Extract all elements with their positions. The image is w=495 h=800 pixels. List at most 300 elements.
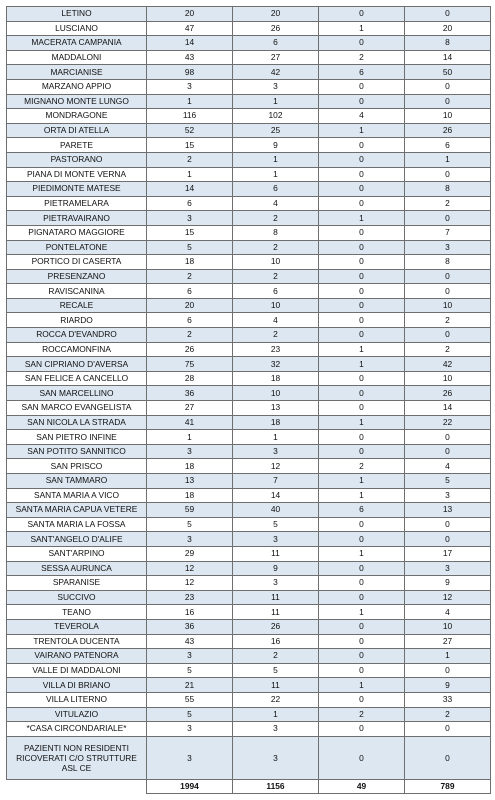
value-cell: 15 [147,138,233,153]
value-cell: 29 [147,546,233,561]
municipality-name-cell: SAN NICOLA LA STRADA [7,415,147,430]
value-cell: 0 [319,371,405,386]
value-cell: 5 [147,707,233,722]
table-row [7,415,491,430]
value-cell: 0 [319,167,405,182]
value-cell: 2 [233,211,319,226]
value-cell: 3 [233,576,319,591]
value-cell: 0 [319,692,405,707]
table-row [7,167,491,182]
value-cell: 9 [405,576,491,591]
value-cell: 4 [405,459,491,474]
value-cell: 0 [319,663,405,678]
table-row [7,240,491,255]
table-row [7,357,491,372]
value-cell: 0 [319,590,405,605]
table-row [7,182,491,197]
value-cell: 18 [147,459,233,474]
value-cell: 6 [233,182,319,197]
value-cell: 6 [405,138,491,153]
municipality-name-cell: PIEDIMONTE MATESE [7,182,147,197]
municipality-name-cell: SAN TAMMARO [7,474,147,489]
municipality-name-cell: MARCIANISE [7,65,147,80]
value-cell: 8 [405,182,491,197]
municipality-name-cell: SESSA AURUNCA [7,561,147,576]
value-cell: 8 [405,255,491,270]
value-cell: 3 [147,211,233,226]
table-row [7,94,491,109]
municipality-name-cell: MIGNANO MONTE LUNGO [7,94,147,109]
value-cell: 3 [233,79,319,94]
table-row [7,532,491,547]
municipality-name-cell: RIARDO [7,313,147,328]
value-cell: 1 [319,123,405,138]
table-row [7,692,491,707]
value-cell: 12 [233,459,319,474]
value-cell: 0 [405,269,491,284]
table-row [7,371,491,386]
value-cell: 16 [147,605,233,620]
value-cell: 28 [147,371,233,386]
value-cell: 1 [319,546,405,561]
municipality-name-cell: PONTELATONE [7,240,147,255]
municipality-name-cell: SAN MARCO EVANGELISTA [7,401,147,416]
value-cell: 0 [405,722,491,737]
value-cell: 5 [147,240,233,255]
value-cell: 1 [405,649,491,664]
municipality-name-cell: *CASA CIRCONDARIALE* [7,722,147,737]
value-cell: 11 [233,590,319,605]
value-cell: 1 [319,678,405,693]
value-cell: 10 [405,619,491,634]
municipality-name-cell: ROCCAMONFINA [7,342,147,357]
value-cell: 2 [233,240,319,255]
value-cell: 3 [233,532,319,547]
table-row [7,313,491,328]
table-row [7,225,491,240]
value-cell: 10 [233,386,319,401]
value-cell: 1 [147,94,233,109]
value-cell: 18 [147,255,233,270]
value-cell: 0 [319,649,405,664]
value-cell: 7 [233,474,319,489]
municipality-name-cell: TEVEROLA [7,619,147,634]
table-row [7,590,491,605]
totals-label-cell [7,779,147,793]
municipality-name-cell: SANT'ARPINO [7,546,147,561]
value-cell: 12 [405,590,491,605]
table-row [7,634,491,649]
value-cell: 0 [319,736,405,779]
table-row [7,255,491,270]
value-cell: 3 [405,240,491,255]
value-cell: 20 [233,7,319,22]
municipality-name-cell: RAVISCANINA [7,284,147,299]
value-cell: 26 [147,342,233,357]
value-cell: 9 [233,138,319,153]
table-row [7,736,491,779]
value-cell: 20 [405,21,491,36]
table-row [7,546,491,561]
value-cell: 59 [147,503,233,518]
value-cell: 14 [405,401,491,416]
municipality-name-cell: VILLA LITERNO [7,692,147,707]
value-cell: 5 [147,517,233,532]
value-cell: 27 [233,50,319,65]
value-cell: 22 [405,415,491,430]
value-cell: 26 [405,386,491,401]
value-cell: 6 [233,36,319,51]
value-cell: 1 [147,430,233,445]
table-row [7,65,491,80]
totals-row [7,779,491,793]
value-cell: 0 [319,94,405,109]
value-cell: 3 [147,532,233,547]
value-cell: 14 [147,36,233,51]
table-row [7,605,491,620]
municipality-name-cell: VILLA DI BRIANO [7,678,147,693]
table-row [7,50,491,65]
value-cell: 0 [319,401,405,416]
value-cell: 26 [233,619,319,634]
value-cell: 8 [233,225,319,240]
municipality-name-cell: PARETE [7,138,147,153]
value-cell: 0 [405,532,491,547]
total-cell: 1156 [233,779,319,793]
value-cell: 26 [233,21,319,36]
value-cell: 10 [405,371,491,386]
municipality-name-cell: ORTA DI ATELLA [7,123,147,138]
value-cell: 0 [319,430,405,445]
value-cell: 9 [405,678,491,693]
value-cell: 0 [319,225,405,240]
table-row [7,298,491,313]
value-cell: 10 [405,298,491,313]
municipality-name-cell: PIGNATARO MAGGIORE [7,225,147,240]
value-cell: 0 [319,634,405,649]
value-cell: 0 [319,532,405,547]
value-cell: 2 [233,328,319,343]
value-cell: 26 [405,123,491,138]
value-cell: 13 [233,401,319,416]
value-cell: 4 [319,109,405,124]
value-cell: 1 [233,707,319,722]
value-cell: 13 [405,503,491,518]
municipality-name-cell: MACERATA CAMPANIA [7,36,147,51]
data-table-container [6,6,490,794]
value-cell: 1 [319,211,405,226]
municipality-name-cell: SPARANISE [7,576,147,591]
value-cell: 1 [319,357,405,372]
value-cell: 22 [233,692,319,707]
value-cell: 2 [233,649,319,664]
value-cell: 5 [233,517,319,532]
value-cell: 0 [405,663,491,678]
value-cell: 2 [405,196,491,211]
value-cell: 2 [233,269,319,284]
value-cell: 3 [233,736,319,779]
value-cell: 1 [233,167,319,182]
value-cell: 11 [233,678,319,693]
value-cell: 2 [319,459,405,474]
municipality-table [6,6,491,794]
table-body [7,7,491,780]
value-cell: 18 [233,415,319,430]
table-row [7,138,491,153]
municipality-name-cell: SAN CIPRIANO D'AVERSA [7,357,147,372]
value-cell: 42 [233,65,319,80]
value-cell: 2 [147,269,233,284]
municipality-name-cell: MARZANO APPIO [7,79,147,94]
value-cell: 0 [319,152,405,167]
value-cell: 43 [147,50,233,65]
value-cell: 0 [319,619,405,634]
value-cell: 17 [405,546,491,561]
value-cell: 4 [233,313,319,328]
value-cell: 5 [233,663,319,678]
table-row [7,328,491,343]
value-cell: 20 [147,7,233,22]
municipality-name-cell: PIANA DI MONTE VERNA [7,167,147,182]
value-cell: 2 [405,313,491,328]
value-cell: 1 [319,342,405,357]
value-cell: 14 [405,50,491,65]
table-row [7,269,491,284]
table-row [7,503,491,518]
value-cell: 6 [147,284,233,299]
value-cell: 6 [147,196,233,211]
value-cell: 1 [319,474,405,489]
value-cell: 0 [405,284,491,299]
value-cell: 36 [147,386,233,401]
municipality-name-cell: LUSCIANO [7,21,147,36]
value-cell: 1 [319,605,405,620]
value-cell: 9 [233,561,319,576]
value-cell: 0 [405,7,491,22]
table-row [7,196,491,211]
value-cell: 10 [405,109,491,124]
value-cell: 0 [405,444,491,459]
value-cell: 6 [319,503,405,518]
value-cell: 23 [147,590,233,605]
table-row [7,386,491,401]
value-cell: 0 [405,79,491,94]
municipality-name-cell: VAIRANO PATENORA [7,649,147,664]
value-cell: 0 [319,517,405,532]
value-cell: 0 [319,7,405,22]
value-cell: 0 [405,736,491,779]
value-cell: 3 [233,722,319,737]
municipality-name-cell: SAN MARCELLINO [7,386,147,401]
value-cell: 3 [405,488,491,503]
value-cell: 0 [319,79,405,94]
table-row [7,152,491,167]
total-cell: 1994 [147,779,233,793]
municipality-name-cell: SUCCIVO [7,590,147,605]
value-cell: 7 [405,225,491,240]
value-cell: 32 [233,357,319,372]
value-cell: 1 [147,167,233,182]
value-cell: 20 [147,298,233,313]
value-cell: 36 [147,619,233,634]
value-cell: 1 [233,430,319,445]
municipality-name-cell: SAN PRISCO [7,459,147,474]
total-cell: 789 [405,779,491,793]
value-cell: 2 [405,707,491,722]
municipality-name-cell: SAN PIETRO INFINE [7,430,147,445]
municipality-name-cell: SAN FELICE A CANCELLO [7,371,147,386]
value-cell: 10 [233,255,319,270]
value-cell: 14 [147,182,233,197]
value-cell: 3 [147,79,233,94]
value-cell: 102 [233,109,319,124]
municipality-name-cell: VITULAZIO [7,707,147,722]
table-row [7,342,491,357]
municipality-name-cell: PRESENZANO [7,269,147,284]
municipality-name-cell: MONDRAGONE [7,109,147,124]
value-cell: 0 [319,561,405,576]
value-cell: 11 [233,546,319,561]
value-cell: 2 [147,328,233,343]
table-row [7,722,491,737]
value-cell: 1 [319,488,405,503]
table-row [7,663,491,678]
value-cell: 3 [405,561,491,576]
value-cell: 41 [147,415,233,430]
table-row [7,109,491,124]
value-cell: 1 [319,415,405,430]
table-row [7,619,491,634]
table-row [7,474,491,489]
value-cell: 42 [405,357,491,372]
municipality-name-cell: SANTA MARIA A VICO [7,488,147,503]
table-row [7,7,491,22]
value-cell: 0 [319,182,405,197]
value-cell: 16 [233,634,319,649]
table-row [7,430,491,445]
value-cell: 10 [233,298,319,313]
table-row [7,561,491,576]
total-cell: 49 [319,779,405,793]
table-row [7,36,491,51]
municipality-name-cell: PIETRAVAIRANO [7,211,147,226]
municipality-name-cell: TEANO [7,605,147,620]
value-cell: 0 [319,284,405,299]
value-cell: 0 [405,430,491,445]
value-cell: 3 [147,444,233,459]
value-cell: 47 [147,21,233,36]
value-cell: 0 [319,240,405,255]
value-cell: 0 [405,328,491,343]
value-cell: 3 [147,649,233,664]
value-cell: 0 [319,576,405,591]
table-row [7,576,491,591]
municipality-name-cell: SAN POTITO SANNITICO [7,444,147,459]
value-cell: 12 [147,561,233,576]
municipality-name-cell: PAZIENTI NON RESIDENTI RICOVERATI C/O STRUTTURE ASL CE [7,736,147,779]
value-cell: 0 [405,94,491,109]
value-cell: 0 [319,255,405,270]
table-row [7,707,491,722]
value-cell: 8 [405,36,491,51]
table-row [7,284,491,299]
value-cell: 0 [319,313,405,328]
value-cell: 98 [147,65,233,80]
value-cell: 43 [147,634,233,649]
value-cell: 55 [147,692,233,707]
value-cell: 0 [405,517,491,532]
municipality-name-cell: TRENTOLA DUCENTA [7,634,147,649]
value-cell: 13 [147,474,233,489]
value-cell: 23 [233,342,319,357]
table-row [7,459,491,474]
municipality-name-cell: SANT'ANGELO D'ALIFE [7,532,147,547]
value-cell: 15 [147,225,233,240]
municipality-name-cell: RECALE [7,298,147,313]
table-row [7,444,491,459]
value-cell: 3 [147,722,233,737]
value-cell: 27 [147,401,233,416]
value-cell: 33 [405,692,491,707]
value-cell: 40 [233,503,319,518]
value-cell: 75 [147,357,233,372]
value-cell: 1 [405,152,491,167]
value-cell: 18 [233,371,319,386]
municipality-name-cell: MADDALONI [7,50,147,65]
value-cell: 4 [233,196,319,211]
value-cell: 4 [405,605,491,620]
table-row [7,517,491,532]
table-row [7,678,491,693]
municipality-name-cell: ROCCA D'EVANDRO [7,328,147,343]
table-row [7,488,491,503]
value-cell: 11 [233,605,319,620]
value-cell: 18 [147,488,233,503]
value-cell: 0 [405,167,491,182]
table-row [7,79,491,94]
value-cell: 1 [319,21,405,36]
value-cell: 2 [319,50,405,65]
value-cell: 25 [233,123,319,138]
value-cell: 5 [147,663,233,678]
municipality-name-cell: PASTORANO [7,152,147,167]
municipality-name-cell: SANTA MARIA LA FOSSA [7,517,147,532]
municipality-name-cell: LETINO [7,7,147,22]
value-cell: 0 [319,196,405,211]
value-cell: 0 [319,328,405,343]
municipality-name-cell: VALLE DI MADDALONI [7,663,147,678]
value-cell: 14 [233,488,319,503]
table-row [7,211,491,226]
table-row [7,649,491,664]
value-cell: 116 [147,109,233,124]
value-cell: 27 [405,634,491,649]
value-cell: 1 [233,94,319,109]
value-cell: 21 [147,678,233,693]
value-cell: 2 [405,342,491,357]
value-cell: 6 [147,313,233,328]
value-cell: 0 [319,36,405,51]
value-cell: 2 [319,707,405,722]
value-cell: 50 [405,65,491,80]
value-cell: 2 [147,152,233,167]
value-cell: 0 [319,269,405,284]
value-cell: 6 [319,65,405,80]
value-cell: 0 [319,138,405,153]
value-cell: 3 [233,444,319,459]
value-cell: 0 [405,211,491,226]
table-row [7,401,491,416]
